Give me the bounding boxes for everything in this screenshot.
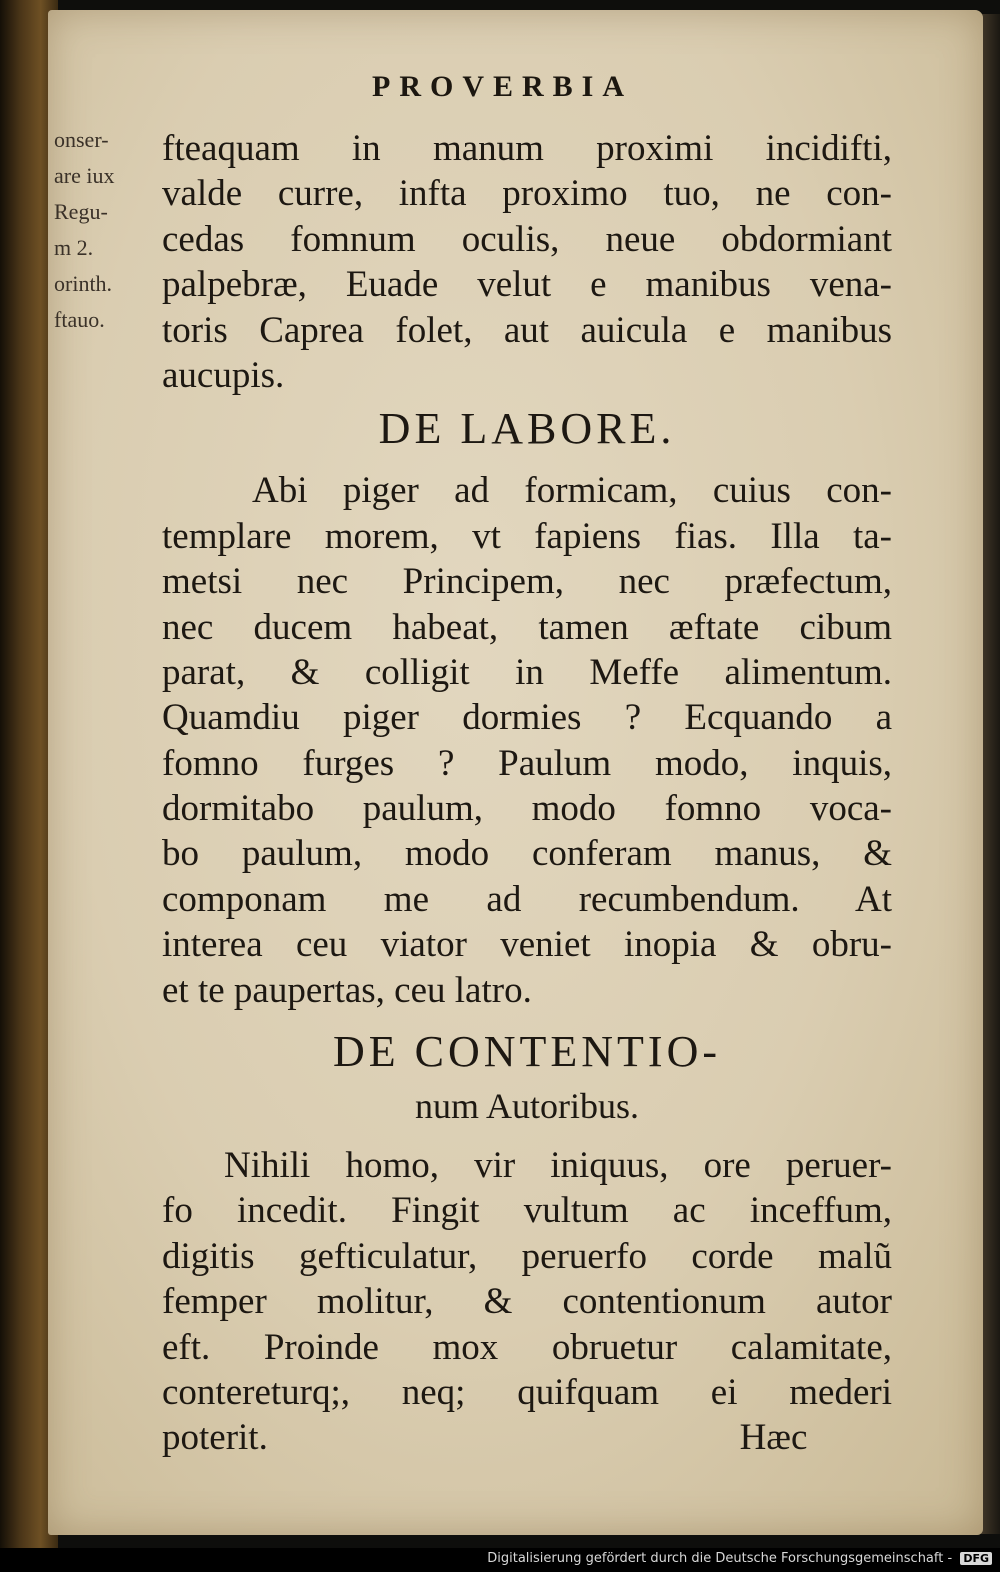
section-heading: DE CONTENTIO- xyxy=(332,1027,722,1077)
text-line: parat, & colligit in Meffe alimentum. xyxy=(162,651,892,693)
text-line: contereturq;, neq; quifquam ei mederi xyxy=(162,1371,892,1413)
section-heading: DE LABORE. xyxy=(378,404,676,454)
marginal-notes xyxy=(54,122,154,338)
text-line: metsi nec Principem, nec præfectum, xyxy=(162,561,892,603)
text-line: digitis gefticulatur, peruerfo corde malũ xyxy=(162,1235,892,1277)
marginal-note: ftauo. xyxy=(54,307,105,332)
text-line: eft. Proinde mox obruetur calamitate, xyxy=(162,1326,892,1368)
text-line: nec ducem habeat, tamen æftate cibum xyxy=(162,606,892,648)
marginal-note: Regu- xyxy=(54,199,108,224)
text-line: templare morem, vt fapiens fias. Illa ta- xyxy=(162,515,892,557)
text-line: Nihili homo, vir iniquus, ore peruer- xyxy=(224,1145,892,1187)
running-head: PROVERBIA xyxy=(372,70,634,103)
text-line: femper molitur, & contentionum autor xyxy=(162,1281,892,1323)
text-line: bo paulum, modo conferam manus, & xyxy=(162,833,892,875)
text-line: palpebræ, Euade velut e manibus vena- xyxy=(162,264,892,306)
digitization-footer xyxy=(0,1548,1000,1572)
text-line: toris Caprea folet, aut auicula e manibus xyxy=(162,309,892,351)
text-line: valde curre, infta proximo tuo, ne con- xyxy=(162,173,892,215)
text-line: poterit. Hæc xyxy=(162,1417,808,1459)
marginal-note: onser- xyxy=(54,127,109,152)
marginal-note: are iux xyxy=(54,163,115,188)
section-subheading: num Autoribus. xyxy=(414,1086,639,1127)
dfg-logo-icon: DFG xyxy=(960,1552,992,1565)
text-line: Abi piger ad formicam, cuius con- xyxy=(252,470,892,512)
text-line: dormitabo paulum, modo fomno voca- xyxy=(162,788,892,830)
text-line: aucupis. xyxy=(162,354,285,396)
main-text-block xyxy=(162,126,892,1461)
text-line: Quamdiu piger dormies ? Ecquando a xyxy=(162,697,892,739)
marginal-note: orinth. xyxy=(54,271,113,296)
text-line: interea ceu viator veniet inopia & obru- xyxy=(162,924,892,966)
text-line: cedas fomnum oculis, neue obdormiant xyxy=(162,218,892,260)
text-line: fo incedit. Fingit vultum ac inceffum, xyxy=(162,1190,892,1232)
text-line: componam me ad recumbendum. At xyxy=(162,878,892,920)
marginal-note: m 2. xyxy=(54,235,94,260)
text-line: et te paupertas, ceu latro. xyxy=(162,969,532,1011)
footer-credit: Digitalisierung gefördert durch die Deutsche Forschungsgemeinschaft - xyxy=(487,1551,953,1566)
text-line: fomno furges ? Paulum modo, inquis, xyxy=(162,742,892,784)
text-line: fteaquam in manum proximi incidifti, xyxy=(162,128,892,169)
